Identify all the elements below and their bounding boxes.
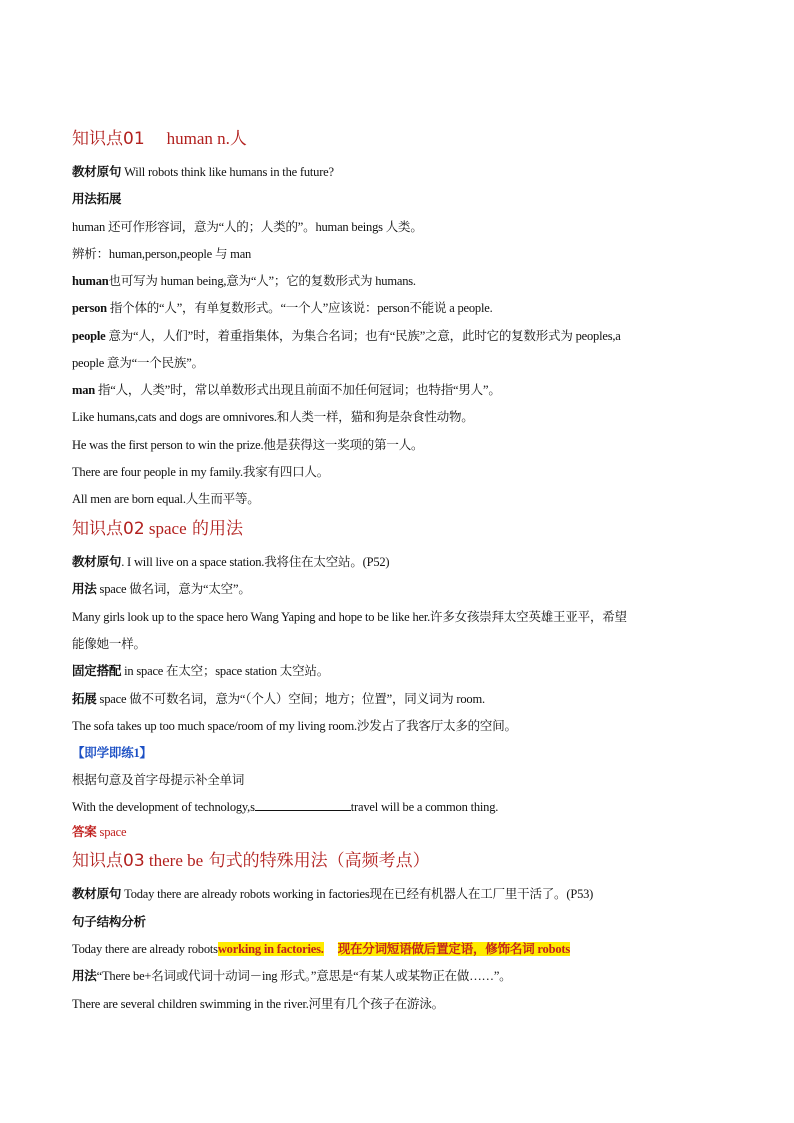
keyword: human: [72, 274, 109, 288]
label: 教材原句: [72, 887, 122, 901]
section-number: 知识点02: [72, 519, 145, 539]
text: . I will live on a space station.我将住在太空站。(P52): [121, 555, 390, 569]
text: space 做名词，意为“太空”。: [96, 582, 251, 596]
example-sentence: There are several children swimming in the river.河里有几个孩子在游泳。: [72, 997, 444, 1011]
label: 固定搭配: [72, 664, 122, 678]
section-title-en: space: [144, 519, 187, 538]
highlighted-note: 现在分词短语做后置定语，修饰名词 robots: [337, 942, 571, 956]
text: in space 在太空；space station 太空站。: [121, 664, 330, 678]
section-number: 知识点03: [72, 851, 145, 871]
paragraph: [72, 328, 621, 344]
paragraph: [72, 300, 493, 316]
text: Will robots think like humans in the future?: [121, 165, 334, 179]
paragraph: [72, 691, 485, 707]
keyword: person: [72, 301, 107, 315]
paragraph: human 还可作形容词，意为“人的；人类的”。human beings 人类。: [72, 220, 423, 234]
example-sentence: The sofa takes up too much space/room of my living room.沙发占了我客厅太多的空间。: [72, 719, 517, 733]
label: 教材原句: [72, 165, 122, 179]
section-title-zh: 的用法: [186, 519, 244, 539]
section-heading-01: [72, 128, 247, 150]
paragraph: 辨析：human,person,people 与 man: [72, 247, 252, 261]
text: 意为“人，人们”时，着重指集体，为集合名词；也有“民族”之意，此时它的复数形式为 peoples,a: [105, 329, 621, 343]
highlighted-phrase: working in factories.: [217, 942, 324, 956]
label: 用法: [72, 969, 97, 983]
structure-analysis: [72, 941, 570, 957]
example-sentence: He was the first person to win the prize.他是获得这一奖项的第一人。: [72, 438, 424, 452]
question-text: travel will be a common thing.: [350, 800, 499, 814]
example-sentence: All men are born equal.人生而平等。: [72, 492, 260, 506]
textbook-sentence: [72, 886, 593, 902]
question-text: With the development of technology,s: [72, 800, 255, 814]
text: “There be+名词或代词十动词－ing 形式。”意思是“有某人或某物正在做……”。: [96, 969, 512, 983]
paragraph: [72, 968, 511, 984]
answer-blank[interactable]: [255, 799, 351, 811]
example-sentence: There are four people in my family.我家有四口人。: [72, 465, 330, 479]
section-title: human n.人: [166, 129, 247, 148]
paragraph: [72, 382, 501, 398]
label: 教材原句: [72, 555, 122, 569]
label: 用法: [72, 582, 97, 596]
keyword: people: [72, 329, 106, 343]
text: Today there are already robots working in factories现在已经有机器人在工厂里干活了。(P53): [121, 887, 594, 901]
example-sentence: 能像她一样。: [72, 637, 146, 651]
practice-heading: 【即学即练1】: [72, 746, 152, 760]
paragraph: people 意为“一个民族”。: [72, 356, 204, 370]
paragraph: [72, 273, 416, 289]
answer: [72, 824, 126, 840]
paragraph: [72, 581, 251, 597]
exercise-question: [72, 799, 498, 815]
section-title-zh: 句式的特殊用法（高频考点）: [203, 851, 430, 871]
section-title-en: there be: [144, 851, 204, 870]
label: 拓展: [72, 692, 97, 706]
example-sentence: Like humans,cats and dogs are omnivores.和人类一样，猫和狗是杂食性动物。: [72, 410, 474, 424]
text: 指个体的“人”，有单复数形式。“一个人”应该说：person不能说 a people.: [106, 301, 493, 315]
subheading: 句子结构分析: [72, 915, 146, 929]
text: 也可写为 human being,意为“人”；它的复数形式为 humans.: [108, 274, 416, 288]
keyword: man: [72, 383, 96, 397]
paragraph: [72, 663, 329, 679]
subheading: 用法拓展: [72, 192, 122, 206]
section-number: 知识点01: [72, 129, 145, 149]
exercise-instruction: 根据句意及首字母提示补全单词: [72, 773, 245, 787]
text: space 做不可数名词，意为“（个人）空间；地方；位置”，同义词为 room.: [96, 692, 485, 706]
answer-label: 答案: [72, 825, 97, 839]
textbook-sentence: [72, 554, 389, 570]
answer-text: space: [96, 825, 127, 839]
section-heading-02: [72, 518, 243, 540]
section-heading-03: [72, 850, 430, 872]
text: 指“人，人类”时，常以单数形式出现且前面不加任何冠词；也特指“男人”。: [95, 383, 501, 397]
textbook-sentence: [72, 164, 334, 180]
sentence-text: Today there are already robots: [72, 942, 218, 956]
example-sentence: Many girls look up to the space hero Wang Yaping and hope to be like her.许多女孩崇拜太空英雄王亚平，希望: [72, 610, 627, 624]
